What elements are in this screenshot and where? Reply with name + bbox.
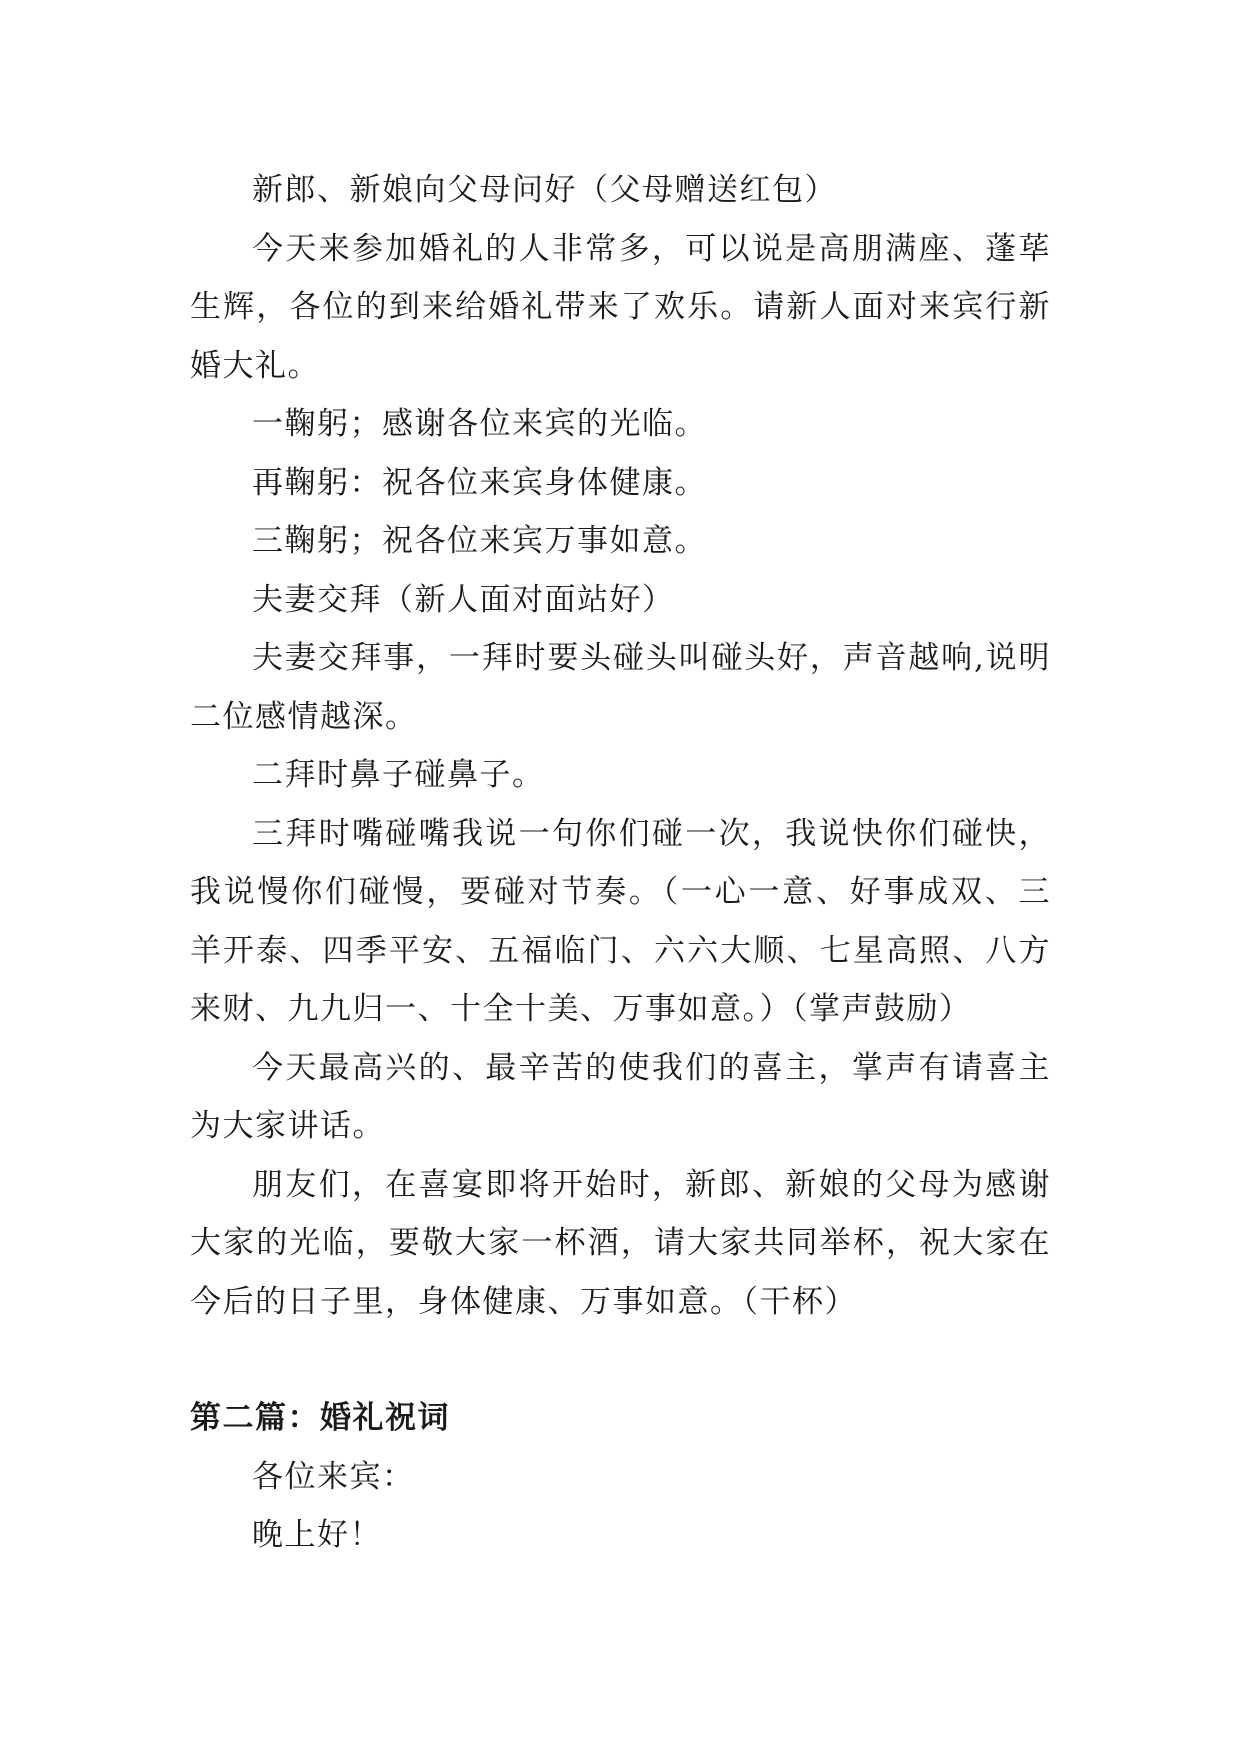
paragraph: 二拜时鼻子碰鼻子。 — [252, 757, 545, 793]
paragraph: 夫妻交拜事，一拜时要头碰头叫碰头好，声音越响,说明二位感情越深。 — [190, 640, 1051, 735]
paragraph: 一鞠躬；感谢各位来宾的光临。 — [252, 406, 707, 442]
paragraph: 各位来宾： — [252, 1458, 415, 1495]
section-heading: 第二篇：婚礼祝词 — [190, 1400, 450, 1436]
paragraph: 新郎、新娘向父母问好（父母赠送红包） — [252, 172, 837, 208]
paragraph: 三拜时嘴碰嘴我说一句你们碰一次，我说快你们碰快，我说慢你们碰慢，要碰对节奏。（一心一意、好事成双、三羊开泰、四季平安、五福临门、六六大顺、七星高照、八方来财、九九归一、十全十美、万事如意。）（掌声鼓励） — [190, 815, 1051, 1027]
paragraph: 晚上好！ — [252, 1517, 382, 1553]
paragraph: 再鞠躬：祝各位来宾身体健康。 — [252, 464, 707, 501]
paragraph: 三鞠躬；祝各位来宾万事如意。 — [252, 523, 707, 559]
paragraph: 夫妻交拜（新人面对面站好） — [252, 581, 675, 618]
paragraph: 今天来参加婚礼的人非常多，可以说是高朋满座、蓬荜生辉，各位的到来给婚礼带来了欢乐。请新人面对来宾行新婚大礼。 — [190, 230, 1051, 384]
paragraph: 今天最高兴的、最辛苦的使我们的喜主，掌声有请喜主为大家讲话。 — [190, 1049, 1051, 1144]
section-spacer — [190, 1331, 1051, 1389]
paragraph: 朋友们，在喜宴即将开始时，新郎、新娘的父母为感谢大家的光临，要敬大家一杯酒，请大家共同举杯，祝大家在今后的日子里，身体健康、万事如意。（干杯） — [190, 1166, 1051, 1320]
